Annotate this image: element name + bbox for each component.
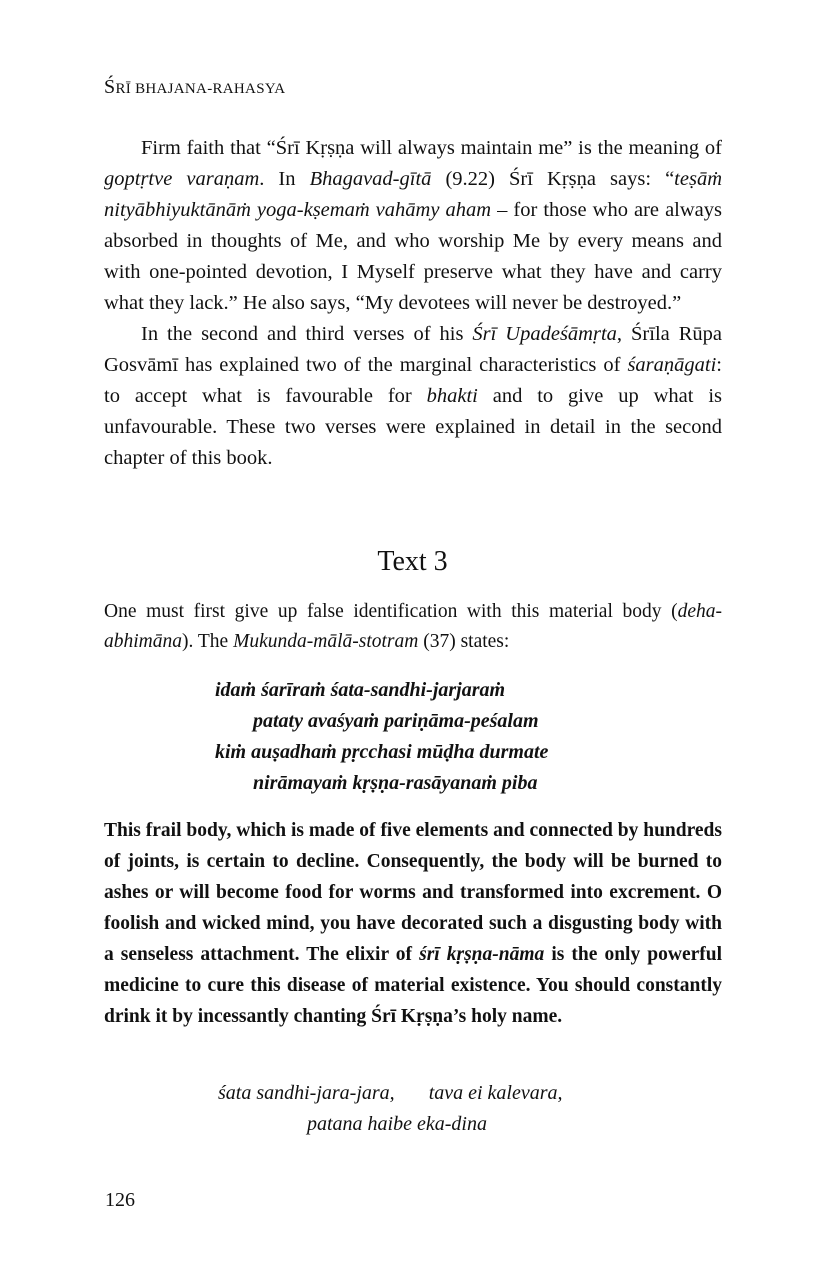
p2-text-a: In the second and third verses of his — [141, 323, 473, 345]
p1-text-a: Firm faith that “Śrī Kṛṣṇa will always maintain me” is the meaning of — [141, 137, 722, 159]
p2-text-c: , Śrīla Rūpa Gosvāmī has explained two of the marginal characteristics of — [104, 323, 722, 376]
p1-title-gita: Bhagavad-gītā — [309, 168, 432, 190]
main-text — [104, 133, 722, 474]
verse-line-2: pataty avaśyaṁ pariṇāma-peśalam — [253, 710, 539, 732]
p2-title-upadesamrta: Śrī Upadeśāmṛta — [472, 323, 617, 345]
header-title: RĪ BHAJANA-RAHASYA — [115, 81, 286, 97]
bengali-line-1b: tava ei kalevara, — [428, 1082, 563, 1104]
p1-quote-sanskrit: teṣāṁ nityābhiyuktānāṁ yoga-kṣemaṁ vahāmy aham — [104, 168, 722, 221]
section-heading: Text 3 — [377, 546, 448, 577]
intro-text-e: (37) states: — [418, 631, 510, 652]
verse-line-1: idaṁ śarīraṁ śata-sandhi-jarjaraṁ — [215, 679, 506, 701]
bengali-line-1a: śata sandhi-jara-jara, — [218, 1082, 395, 1104]
bengali-line-2: patana haibe eka-dina — [307, 1113, 487, 1135]
intro-term-deha: deha-abhimāna — [104, 601, 722, 652]
intro-title-mukunda: Mukunda-mālā-stotram — [233, 631, 419, 652]
bengali-line-1 — [218, 1078, 563, 1109]
p2-term-bhakti: bhakti — [426, 385, 478, 407]
verse-line-3: kiṁ auṣadhaṁ pṛcchasi mūḍha durmate — [215, 741, 549, 763]
translation-text-c: is the only powerful medicine to cure this disease of material existence. You should constantly drink it by incessantly chanting Śrī Kṛṣṇa’s holy name. — [104, 944, 723, 1027]
translation-text-a: This frail body, which is made of five elements and connected by hundreds of joints, is certain to decline. Consequently, the body will be burned to ashes or will become food for worms and transformed into excrement. O foolish and wicked mind, you have decorated such a disgusting body with a senseless attachment. The elixir of — [104, 820, 722, 965]
p1-text-c: . In — [259, 168, 310, 190]
running-header — [104, 76, 285, 99]
p2-text-e: : to accept what is favourable for — [104, 354, 722, 407]
verse-line-4: nirāmayaṁ kṛṣṇa-rasāyanaṁ piba — [253, 772, 538, 794]
p2-term-saranagati: śaraṇāgati — [627, 354, 717, 376]
sanskrit-verse — [215, 675, 548, 799]
intro-text-c: ). The — [182, 631, 234, 652]
p2-text-g: and to give up what is unfavourable. These two verses were explained in detail in the second chapter of this book. — [104, 385, 722, 469]
paragraph-2 — [104, 319, 722, 474]
p1-text-e: (9.22) Śrī Kṛṣṇa says: “ — [431, 168, 675, 190]
header-initial: Ś — [104, 76, 116, 98]
p1-text-g: – for those who are always absorbed in thoughts of Me, and who worship Me by every means and with one-pointed devotion, I Myself preserve what they have and carry what they lack.” He also says, “My devotees will never be destroyed.” — [104, 199, 722, 314]
paragraph-1 — [104, 133, 722, 319]
verse-translation — [104, 815, 722, 1032]
page-number: 126 — [105, 1189, 135, 1211]
translation-term-nama: śrī kṛṣṇa-nāma — [419, 944, 545, 965]
intro-paragraph — [104, 597, 722, 657]
bengali-verse — [218, 1078, 563, 1140]
intro-text-a: One must first give up false identification with this material body ( — [104, 601, 678, 622]
p1-term-goptrtve: goptṛtve varaṇam — [104, 168, 260, 190]
